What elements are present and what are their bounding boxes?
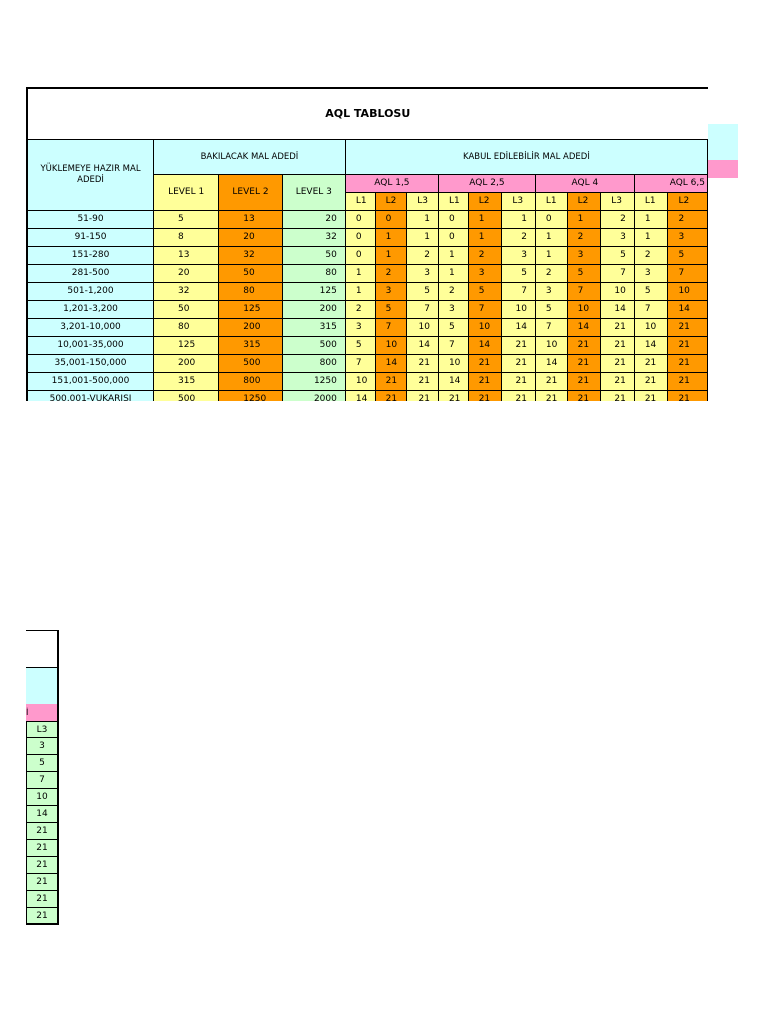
row-range-label: 3,201-10,000	[27, 319, 154, 337]
aql-value: 3	[567, 247, 601, 265]
level-value: 20	[219, 229, 282, 247]
aql-value: 14	[567, 319, 601, 337]
aql-value: 7	[634, 301, 668, 319]
aql-value: 14	[345, 391, 375, 402]
aql-value: 1	[407, 229, 439, 247]
level-value: 80	[282, 265, 345, 283]
aql-value: 1	[345, 265, 375, 283]
aql-value: 2	[535, 265, 567, 283]
aql-group-header: AQL 4	[535, 175, 634, 193]
aql-value: 5	[375, 301, 407, 319]
level-value: 315	[282, 319, 345, 337]
header-inspect-quantity: BAKILACAK MAL ADEDİ	[154, 140, 346, 175]
table-row	[27, 301, 708, 319]
page2-l3-value: 21	[26, 857, 59, 874]
row-range-label: 1,201-3,200	[27, 301, 154, 319]
row-range-label: 35,001-150,000	[27, 355, 154, 373]
aql-value: 3	[601, 229, 635, 247]
aql-value: 14	[601, 301, 635, 319]
level-value: 125	[282, 283, 345, 301]
header-extension-cyan	[708, 124, 738, 160]
aql-value: 21	[634, 373, 668, 391]
aql-value: 7	[567, 283, 601, 301]
aql-value: 2	[634, 247, 668, 265]
aql-value: 1	[567, 211, 601, 229]
aql-value: 7	[345, 355, 375, 373]
aql-value: 0	[535, 211, 567, 229]
aql-value: 10	[438, 355, 468, 373]
row-range-label: 10,001-35,000	[27, 337, 154, 355]
aql-value: 21	[567, 337, 601, 355]
page2-l3-value: 21	[26, 891, 59, 908]
level-value: 315	[154, 373, 219, 391]
aql-value: 21	[668, 319, 708, 337]
aql-value: 3	[438, 301, 468, 319]
aql-value: 10	[668, 283, 708, 301]
aql-value: 21	[468, 391, 502, 402]
header-extension-pink	[708, 160, 738, 178]
aql-value: 1	[345, 283, 375, 301]
aql-value: 2	[438, 283, 468, 301]
page2-l3-header: L3	[26, 721, 59, 738]
sub-level-header: L1	[535, 193, 567, 211]
level-value: 32	[282, 229, 345, 247]
table-row	[27, 211, 708, 229]
aql-value: 21	[438, 391, 468, 402]
aql-value: 0	[345, 229, 375, 247]
table-row	[27, 283, 708, 301]
level-value: 1250	[282, 373, 345, 391]
sub-level-header: L3	[407, 193, 439, 211]
aql-value: 2	[601, 211, 635, 229]
aql-value: 1	[468, 229, 502, 247]
level-value: 500	[219, 355, 282, 373]
aql-value: 0	[345, 247, 375, 265]
aql-value: 3	[407, 265, 439, 283]
aql-value: 21	[535, 373, 567, 391]
aql-value: 2	[567, 229, 601, 247]
aql-value: 21	[601, 337, 635, 355]
aql-value: 5	[345, 337, 375, 355]
level-value: 125	[154, 337, 219, 355]
level-header: LEVEL 2	[219, 175, 282, 211]
row-range-label: 501-1,200	[27, 283, 154, 301]
aql-value: 10	[375, 337, 407, 355]
aql-value: 21	[502, 337, 536, 355]
aql-value: 14	[438, 373, 468, 391]
level-value: 13	[219, 211, 282, 229]
aql-value: 5	[668, 247, 708, 265]
aql-value: 10	[535, 337, 567, 355]
aql-group-header: AQL 1,5	[345, 175, 438, 193]
aql-value: 10	[468, 319, 502, 337]
level-value: 315	[219, 337, 282, 355]
aql-value: 21	[634, 391, 668, 402]
aql-value: 5	[567, 265, 601, 283]
aql-value: 21	[601, 373, 635, 391]
aql-value: 2	[468, 247, 502, 265]
page2-l3-value: 5	[26, 755, 59, 772]
aql-value: 21	[375, 391, 407, 402]
level-value: 80	[154, 319, 219, 337]
level-value: 125	[219, 301, 282, 319]
aql-value: 10	[345, 373, 375, 391]
aql-value: 3	[345, 319, 375, 337]
aql-value: 10	[502, 301, 536, 319]
page2-aql-fragment	[26, 704, 59, 721]
sub-level-header: L3	[502, 193, 536, 211]
aql-value: 0	[438, 211, 468, 229]
aql-value: 2	[345, 301, 375, 319]
sub-level-header: L2	[375, 193, 407, 211]
aql-value: 14	[407, 337, 439, 355]
aql-value: 14	[535, 355, 567, 373]
page2-title-fragment	[26, 630, 59, 668]
aql-value: 14	[375, 355, 407, 373]
aql-value: 21	[502, 373, 536, 391]
table-row	[27, 373, 708, 391]
page2-l3-value: 21	[26, 874, 59, 891]
table-row	[27, 337, 708, 355]
level-value: 50	[219, 265, 282, 283]
row-range-label: 500,001-VUKARISI	[27, 391, 154, 402]
aql-value: 21	[634, 355, 668, 373]
aql-value: 21	[668, 337, 708, 355]
aql-value: 21	[601, 391, 635, 402]
aql-value: 7	[535, 319, 567, 337]
sub-level-header: L1	[438, 193, 468, 211]
row-range-label: 51-90	[27, 211, 154, 229]
aql-value: 14	[502, 319, 536, 337]
sub-level-header: L1	[345, 193, 375, 211]
level-value: 13	[154, 247, 219, 265]
table-row	[27, 229, 708, 247]
aql-value: 21	[407, 373, 439, 391]
level-value: 32	[219, 247, 282, 265]
aql-value: 21	[535, 391, 567, 402]
table-row	[27, 247, 708, 265]
page2-aql-fragment-text: İ	[26, 708, 29, 717]
aql-value: 1	[502, 211, 536, 229]
aql-value: 7	[668, 265, 708, 283]
table-row	[27, 319, 708, 337]
aql-value: 1	[438, 247, 468, 265]
aql-value: 1	[407, 211, 439, 229]
header-ready-quantity	[27, 140, 154, 211]
page2-header-fragment	[26, 668, 59, 704]
page2-l3-value: 21	[26, 840, 59, 857]
aql-value: 2	[502, 229, 536, 247]
aql-group-header: AQL 6,5	[634, 175, 707, 193]
aql-value: 21	[567, 355, 601, 373]
aql-value: 21	[668, 355, 708, 373]
aql-value: 10	[407, 319, 439, 337]
aql-value: 2	[375, 265, 407, 283]
aql-value: 0	[438, 229, 468, 247]
aql-value: 1	[438, 265, 468, 283]
level-value: 500	[154, 391, 219, 402]
aql-value: 10	[601, 283, 635, 301]
table-title: AQL TABLOSU	[27, 88, 708, 140]
aql-group-header: AQL 2,5	[438, 175, 535, 193]
aql-value: 2	[668, 211, 708, 229]
aql-value: 10	[567, 301, 601, 319]
page2-l3-value: 10	[26, 789, 59, 806]
aql-value: 5	[535, 301, 567, 319]
page2-l3-value: 21	[26, 908, 59, 925]
aql-value: 14	[468, 337, 502, 355]
aql-value: 21	[601, 319, 635, 337]
sub-level-header: L2	[668, 193, 708, 211]
row-range-label: 151,001-500,000	[27, 373, 154, 391]
page2-l3-value: 3	[26, 738, 59, 755]
level-value: 20	[282, 211, 345, 229]
header-ready-label: YÜKLEMEYE HAZIR MAL ADEDİ	[40, 164, 141, 185]
sub-level-header: L3	[601, 193, 635, 211]
aql-value: 5	[634, 283, 668, 301]
table-row	[27, 391, 708, 402]
row-range-label: 281-500	[27, 265, 154, 283]
aql-value: 21	[502, 355, 536, 373]
aql-value: 7	[407, 301, 439, 319]
aql-value: 1	[375, 247, 407, 265]
aql-value: 1	[468, 211, 502, 229]
level-value: 200	[282, 301, 345, 319]
level-value: 200	[219, 319, 282, 337]
table-row	[27, 265, 708, 283]
row-range-label: 151-280	[27, 247, 154, 265]
aql-value: 1	[634, 211, 668, 229]
aql-value: 21	[668, 391, 708, 402]
aql-value: 5	[407, 283, 439, 301]
aql-value: 21	[502, 391, 536, 402]
aql-value: 21	[468, 355, 502, 373]
aql-value: 5	[601, 247, 635, 265]
page2-l3-value: 21	[26, 823, 59, 840]
level-value: 32	[154, 283, 219, 301]
table-row	[27, 355, 708, 373]
level-value: 5	[154, 211, 219, 229]
level-value: 20	[154, 265, 219, 283]
aql-value: 2	[407, 247, 439, 265]
aql-value: 0	[345, 211, 375, 229]
aql-value: 7	[375, 319, 407, 337]
aql-value: 3	[634, 265, 668, 283]
aql-table	[26, 87, 708, 401]
level-value: 2000	[282, 391, 345, 402]
aql-value: 21	[668, 373, 708, 391]
aql-value: 3	[502, 247, 536, 265]
level-header: LEVEL 1	[154, 175, 219, 211]
level-header: LEVEL 3	[282, 175, 345, 211]
page2-l3-value: 14	[26, 806, 59, 823]
sub-level-header: L2	[468, 193, 502, 211]
level-value: 200	[154, 355, 219, 373]
aql-value: 1	[634, 229, 668, 247]
row-range-label: 91-150	[27, 229, 154, 247]
aql-value: 21	[601, 355, 635, 373]
sub-level-header: L1	[634, 193, 668, 211]
aql-value: 3	[535, 283, 567, 301]
page2-fragment	[26, 630, 59, 925]
level-value: 500	[282, 337, 345, 355]
level-value: 8	[154, 229, 219, 247]
header-accept-quantity: KABUL EDİLEBİLİR MAL ADEDİ	[345, 140, 707, 175]
aql-value: 5	[468, 283, 502, 301]
aql-value: 7	[438, 337, 468, 355]
aql-value: 1	[535, 247, 567, 265]
level-value: 80	[219, 283, 282, 301]
aql-value: 5	[438, 319, 468, 337]
aql-value: 3	[375, 283, 407, 301]
aql-table-container	[26, 87, 708, 401]
level-value: 50	[282, 247, 345, 265]
aql-value: 21	[375, 373, 407, 391]
sub-level-header: L2	[567, 193, 601, 211]
aql-value: 5	[502, 265, 536, 283]
aql-value: 21	[468, 373, 502, 391]
level-value: 1250	[219, 391, 282, 402]
level-value: 800	[282, 355, 345, 373]
aql-value: 7	[502, 283, 536, 301]
aql-value: 21	[407, 391, 439, 402]
aql-value: 14	[634, 337, 668, 355]
aql-value: 1	[375, 229, 407, 247]
aql-value: 21	[567, 391, 601, 402]
aql-value: 1	[535, 229, 567, 247]
aql-value: 14	[668, 301, 708, 319]
aql-value: 3	[468, 265, 502, 283]
aql-value: 7	[468, 301, 502, 319]
page2-l3-value: 7	[26, 772, 59, 789]
level-value: 800	[219, 373, 282, 391]
aql-value: 0	[375, 211, 407, 229]
aql-value: 7	[601, 265, 635, 283]
aql-value: 10	[634, 319, 668, 337]
aql-value: 21	[567, 373, 601, 391]
aql-value: 3	[668, 229, 708, 247]
level-value: 50	[154, 301, 219, 319]
aql-value: 21	[407, 355, 439, 373]
